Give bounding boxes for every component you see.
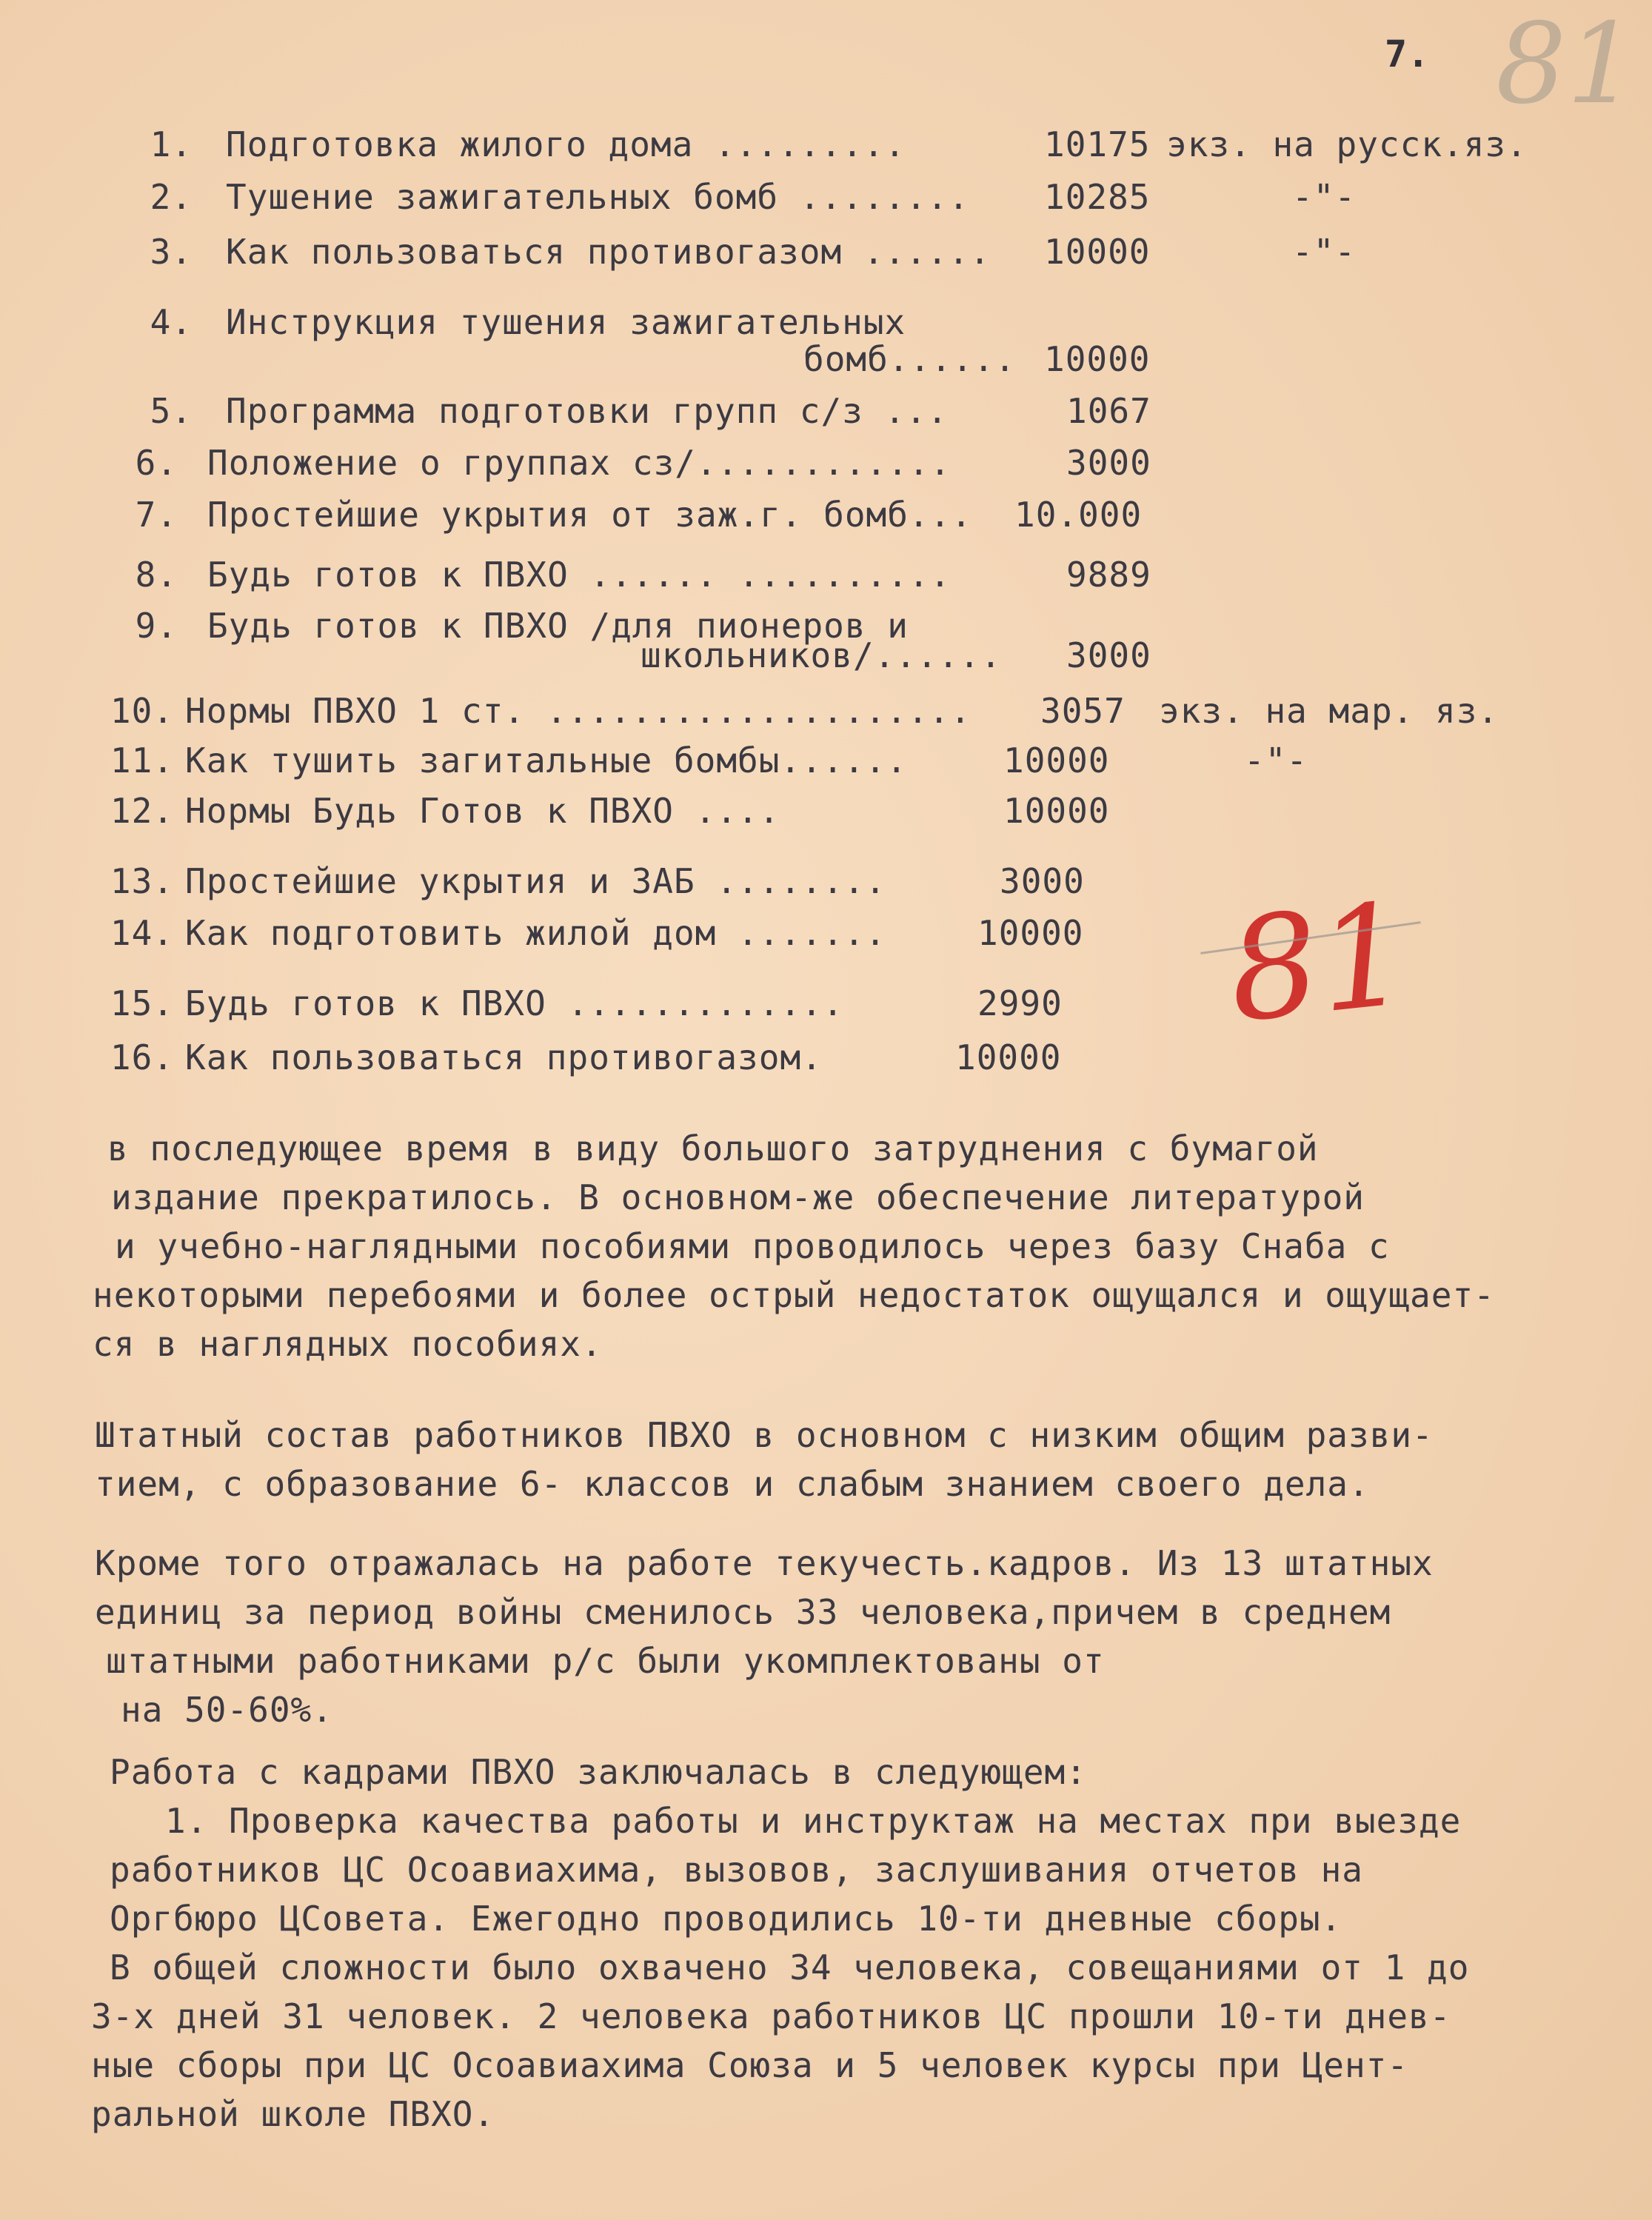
paragraph-literature — [93, 1124, 1618, 1368]
list-item — [0, 859, 1652, 903]
text-line: В общей сложности было охвачено 34 человека, совещаниями от 1 до — [110, 1947, 1470, 1987]
item-quantity: 3057 — [1040, 691, 1126, 731]
item-number: 14. — [110, 913, 174, 953]
pencil-folio-number: 81 — [1496, 0, 1637, 129]
text-line: некоторыми перебоями и более острый недостаток ощущался и ощущает- — [93, 1275, 1495, 1315]
item-title-continued: школьников/...... — [641, 635, 1002, 675]
item-quantity: 1067 — [1066, 391, 1151, 431]
item-title: Будь готов к ПВХО /для пионеров и — [207, 606, 909, 646]
list-item — [0, 689, 1652, 733]
text-line: и учебно-наглядными пособиями проводилось через базу Снаба с — [115, 1226, 1390, 1266]
list-item — [0, 441, 1652, 485]
item-quantity: 10285 — [1044, 177, 1151, 217]
page-number: 7. — [1385, 33, 1430, 76]
list-item — [0, 552, 1652, 597]
item-title: Как пользоваться противогазом ...... — [226, 232, 991, 272]
list-item — [0, 122, 1652, 167]
item-quantity: 10000 — [1003, 740, 1110, 780]
list-item — [0, 175, 1652, 219]
list-item — [0, 789, 1652, 833]
item-quantity: 10.000 — [1014, 495, 1143, 535]
item-title: Простейшие укрытия и ЗАБ ........ — [185, 861, 886, 901]
text-line: ся в наглядных пособиях. — [93, 1324, 603, 1364]
paragraph-cadre-work — [91, 1748, 1620, 2139]
item-quantity: 10000 — [955, 1037, 1062, 1077]
text-line: на 50-60%. — [121, 1690, 333, 1730]
text-line: Кроме того отражалась на работе текучесть.кадров. Из 13 штатных — [95, 1543, 1434, 1583]
list-item — [0, 230, 1652, 274]
item-quantity: 3000 — [1066, 443, 1151, 483]
item-number: 8. — [135, 555, 178, 595]
paragraph-turnover — [95, 1539, 1605, 1734]
item-note: -"- — [1244, 740, 1308, 780]
item-quantity: 2990 — [977, 983, 1063, 1023]
item-title: Нормы Будь Готов к ПВХО .... — [185, 791, 780, 831]
item-number: 12. — [110, 791, 174, 831]
red-ink-number: 81 — [1221, 872, 1417, 1054]
item-title: Будь готов к ПВХО ............. — [185, 983, 844, 1023]
item-number: 11. — [110, 740, 174, 780]
item-quantity: 3000 — [1066, 635, 1151, 675]
text-line: в последующее время в виду большого затруднения с бумагой — [107, 1129, 1319, 1168]
item-title: Как пользоваться противогазом. — [185, 1037, 823, 1077]
text-line: ные сборы при ЦС Осоавиахима Союза и 5 человек курсы при Цент- — [91, 2045, 1409, 2085]
text-line: Штатный состав работников ПВХО в основном с низким общим разви- — [95, 1415, 1434, 1455]
item-title: Будь готов к ПВХО ...... .......... — [207, 555, 952, 595]
item-number: 4. — [150, 302, 193, 342]
item-number: 13. — [110, 861, 174, 901]
item-title: Тушение зажигательных бомб ........ — [226, 177, 970, 217]
list-item-continuation — [0, 337, 1652, 381]
item-number: 6. — [135, 443, 178, 483]
item-title: Положение о группах сз/............ — [207, 443, 952, 483]
item-title: Нормы ПВХО 1 ст. .................... — [185, 691, 972, 731]
item-title: Подготовка жилого дома ......... — [226, 124, 906, 164]
paragraph-staff — [95, 1411, 1605, 1508]
item-title: Как подготовить жилой дом ....... — [185, 913, 886, 953]
item-quantity: 10000 — [1044, 339, 1151, 379]
list-item-continuation — [0, 633, 1652, 678]
item-note: -"- — [1292, 177, 1357, 217]
list-item — [0, 492, 1652, 537]
item-title: Программа подготовки групп с/з ... — [226, 391, 949, 431]
list-item — [0, 389, 1652, 433]
item-number: 1. — [150, 124, 193, 164]
item-title: Как тушить загитальные бомбы...... — [185, 740, 908, 780]
text-line: 3-х дней 31 человек. 2 человека работников ЦС прошли 10-ти днев- — [91, 1996, 1451, 2036]
item-number: 16. — [110, 1037, 174, 1077]
list-item — [0, 1035, 1652, 1080]
item-number: 7. — [135, 495, 178, 535]
text-line: ральной школе ПВХО. — [91, 2094, 495, 2134]
item-note: экз. на мар. яз. — [1159, 691, 1499, 731]
list-item — [0, 738, 1652, 783]
item-note: -"- — [1292, 232, 1357, 272]
text-line: Работа с кадрами ПВХО заключалась в следующем: — [110, 1752, 1087, 1792]
item-number: 15. — [110, 983, 174, 1023]
item-note: экз. на русск.яз. — [1166, 124, 1528, 164]
item-quantity: 9889 — [1066, 555, 1151, 595]
list-item — [0, 911, 1652, 955]
item-quantity: 3000 — [1000, 861, 1085, 901]
text-line: издание прекратилось. В основном-же обеспечение литературой — [111, 1177, 1365, 1217]
item-quantity: 10000 — [1003, 791, 1110, 831]
item-quantity: 10000 — [977, 913, 1084, 953]
item-title: Инструкция тушения зажигательных — [226, 302, 906, 342]
item-quantity: 10000 — [1044, 232, 1151, 272]
item-quantity: 10175 — [1044, 124, 1151, 164]
item-title-continued: бомб...... — [803, 339, 1016, 379]
item-number: 10. — [110, 691, 174, 731]
text-line: 1. Проверка качества работы и инструктаж на местах при выезде — [165, 1801, 1462, 1841]
item-number: 9. — [135, 606, 178, 646]
item-number: 5. — [150, 391, 193, 431]
text-line: тием, с образование 6- классов и слабым знанием своего дела. — [95, 1464, 1370, 1504]
text-line: единиц за период войны сменилось 33 человека,причем в среднем — [95, 1592, 1391, 1632]
text-line: штатными работниками р/с были укомплектованы от — [106, 1641, 1105, 1681]
text-line: работников ЦС Осоавиахима, вызовов, заслушивания отчетов на — [110, 1850, 1363, 1890]
list-item — [0, 981, 1652, 1026]
text-line: Оргбюро ЦСовета. Ежегодно проводились 10-ти дневные сборы. — [110, 1899, 1342, 1939]
item-number: 2. — [150, 177, 193, 217]
item-number: 3. — [150, 232, 193, 272]
item-title: Простейшие укрытия от заж.г. бомб... — [207, 495, 972, 535]
